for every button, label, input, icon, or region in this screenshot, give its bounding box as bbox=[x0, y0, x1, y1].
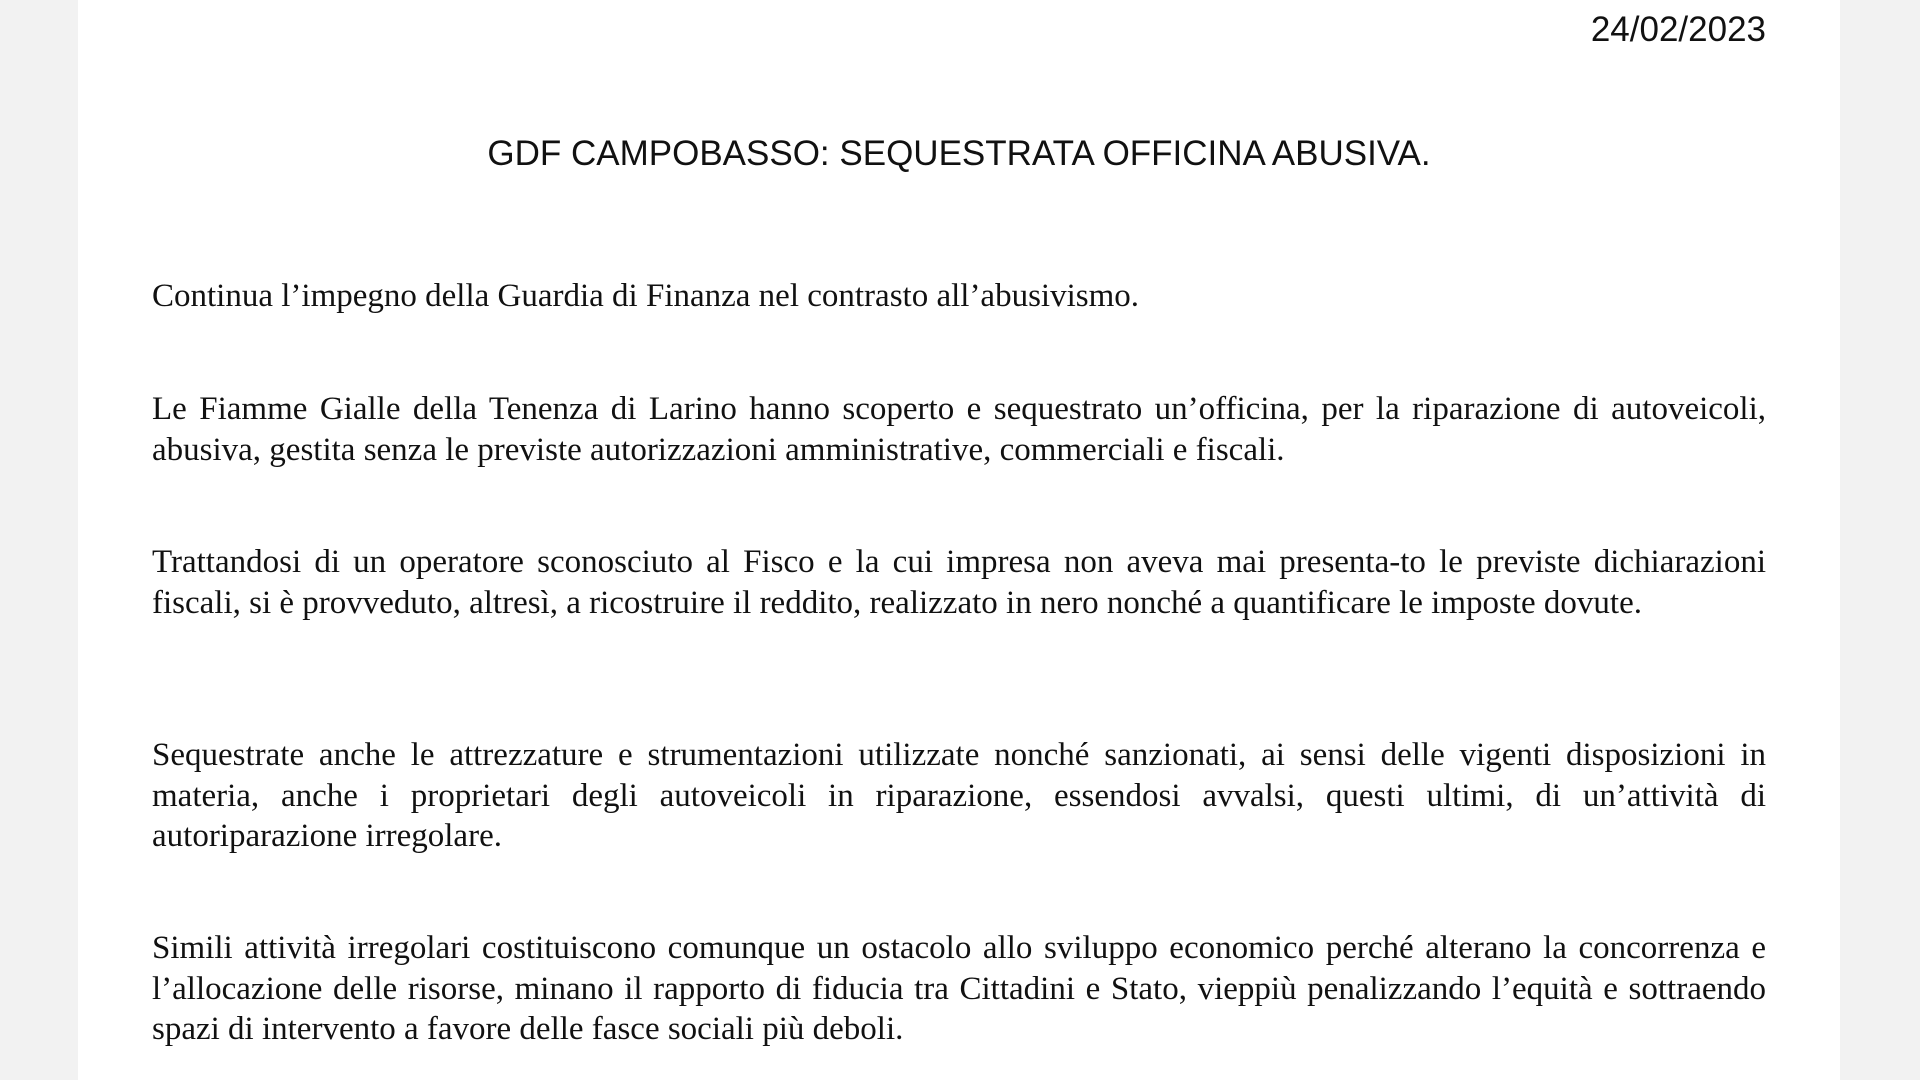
paragraph: Le Fiamme Gialle della Tenenza di Larino hanno scoperto e sequestrato un’officina, per la riparazione di autoveicoli, abusiva, gestita senza le previste autorizzazioni amministrative, commerciali e fiscali. bbox=[152, 391, 1766, 468]
paragraph: Simili attività irregolari costituiscono comunque un ostacolo allo sviluppo economico perché alterano la concorrenza e l’allocazione delle risorse, minano il rapporto di fiducia tra Cittadini e Stato, vieppiù penalizzando l’equità e sottraendo spazi di intervento a favore delle fasce sociali più deboli. bbox=[152, 930, 1766, 1047]
paragraph: Continua l’impegno della Guardia di Finanza nel contrasto all’abusivismo. bbox=[152, 278, 1140, 314]
document-page bbox=[78, 0, 1840, 1080]
paragraph: Sequestrate anche le attrezzature e strumentazioni utilizzate nonché sanzionati, ai sensi delle vigenti disposizioni in materia, anche i proprietari degli autoveicoli in riparazione, essendosi avvalsi, questi ultimi, di un’attività di autoriparazione irregolare. bbox=[152, 737, 1766, 854]
document-title: GDF CAMPOBASSO: SEQUESTRATA OFFICINA ABUSIVA. bbox=[487, 134, 1431, 173]
paragraph: Trattandosi di un operatore sconosciuto al Fisco e la cui impresa non aveva mai presenta-to le previste dichiarazioni fiscali, si è provveduto, altresì, a ricostruire il reddito, realizzato in nero nonché a quantificare le imposte dovute. bbox=[152, 544, 1766, 621]
document-date: 24/02/2023 bbox=[1590, 10, 1766, 49]
